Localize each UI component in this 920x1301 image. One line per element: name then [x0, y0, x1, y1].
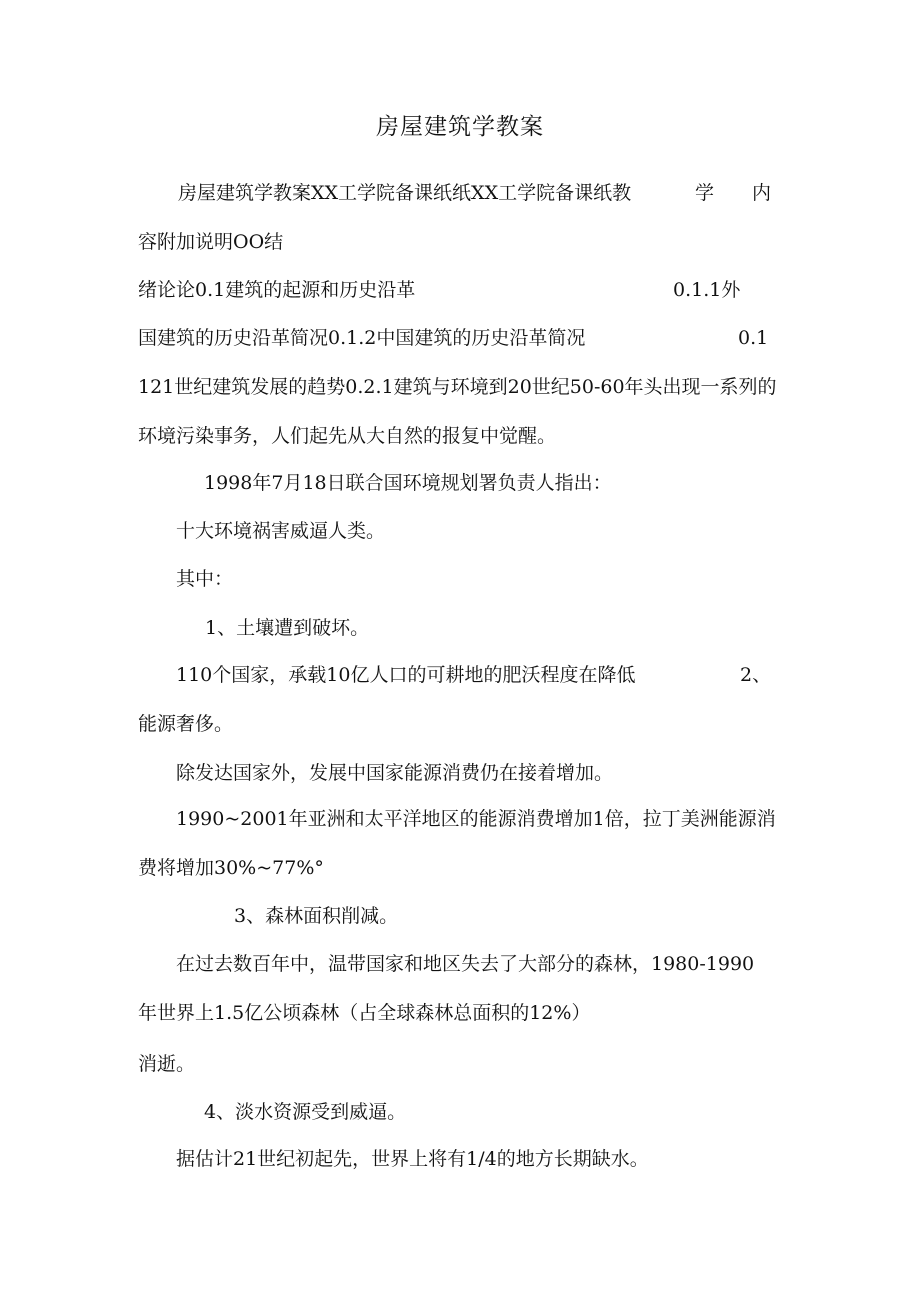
paragraph-line: 0.1	[738, 327, 769, 349]
paragraph-line: 1、土壤遭到破坏。	[205, 617, 370, 639]
paragraph-line: 1990~2001年亚洲和太平洋地区的能源消费增加1倍，拉丁美洲能源消	[176, 808, 776, 830]
paragraph-line: 除发达国家外，发展中国家能源消费仍在接着增加。	[176, 762, 614, 784]
paragraph-line: 0.1.1外	[673, 279, 741, 301]
paragraph-line: 据估计21世纪初起先，世界上将有1/4的地方长期缺水。	[176, 1148, 649, 1170]
paragraph-line: 绪论论0.1建筑的起源和历史沿革	[138, 279, 416, 301]
paragraph-line: 4、淡水资源受到威逼。	[204, 1101, 407, 1123]
paragraph-line: 容附加说明OO结	[138, 231, 284, 253]
paragraph-line: 121世纪建筑发展的趋势0.2.1建筑与环境到20世纪50-60年头出现一系列的	[138, 376, 777, 398]
paragraph-line: 年世界上1.5亿公顷森林（占全球森林总面积的12%）	[138, 1002, 591, 1024]
paragraph-line: 在过去数百年中，温带国家和地区失去了大部分的森林，1980-1990	[176, 953, 755, 975]
document-title: 房屋建筑学教案	[376, 114, 544, 140]
paragraph-line: 2、	[740, 664, 772, 686]
paragraph-line: 环境污染事务，人们起先从大自然的报复中觉醒。	[138, 425, 557, 447]
paragraph-line: 房屋建筑学教案XX工学院备课纸纸XX工学院备课纸教	[178, 182, 632, 204]
paragraph-line: 3、森林面积削减。	[234, 905, 399, 927]
paragraph-line: 费将增加30%~77%°	[138, 857, 324, 879]
paragraph-line: 110个国家，承载10亿人口的可耕地的肥沃程度在降低	[176, 664, 636, 686]
paragraph-line: 其中：	[176, 568, 234, 590]
paragraph-line: 内	[752, 182, 772, 204]
paragraph-line: 学	[695, 182, 715, 204]
paragraph-line: 十大环境祸害威逼人类。	[176, 520, 386, 542]
paragraph-line: 国建筑的历史沿革简况0.1.2中国建筑的历史沿革简况	[138, 327, 586, 349]
paragraph-line: 1998年7月18日联合国环境规划署负责人指出：	[204, 472, 612, 494]
paragraph-line: 能源奢侈。	[138, 713, 234, 735]
paragraph-line: 消逝。	[138, 1053, 196, 1075]
